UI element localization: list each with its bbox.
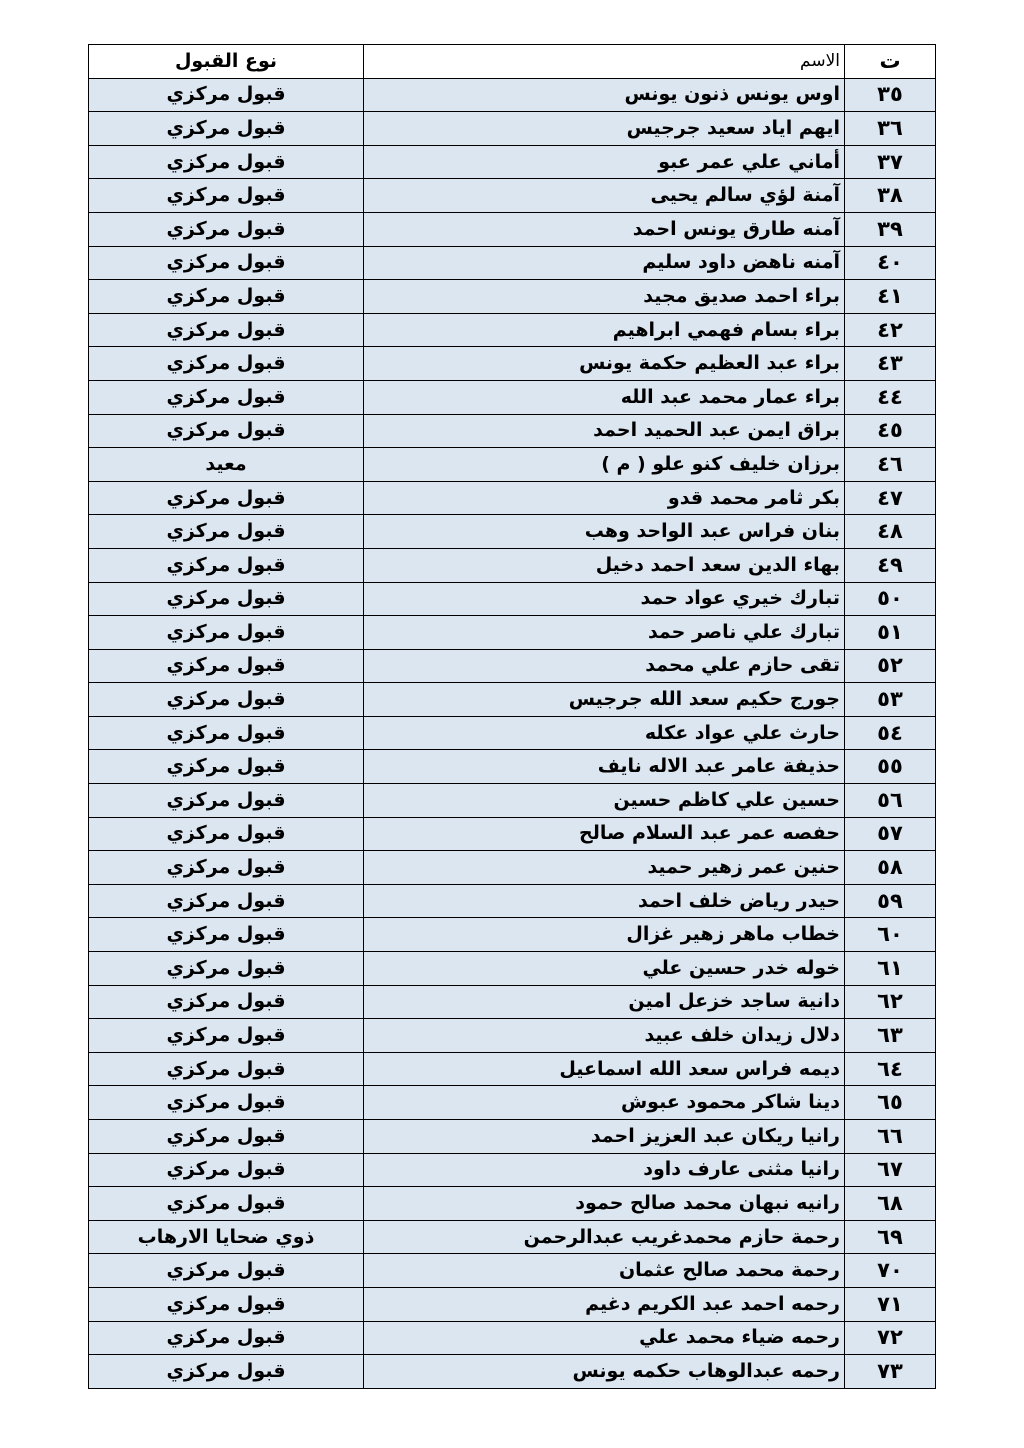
row-admission-type: قبول مركزي bbox=[89, 616, 364, 650]
row-name: براء احمد صديق مجيد bbox=[364, 280, 845, 314]
row-name: تبارك علي ناصر حمد bbox=[364, 616, 845, 650]
table-row bbox=[89, 1120, 936, 1154]
table-row bbox=[89, 985, 936, 1019]
row-number: ٧٠ bbox=[845, 1254, 936, 1288]
table-row bbox=[89, 414, 936, 448]
table-row bbox=[89, 1287, 936, 1321]
table-row bbox=[89, 515, 936, 549]
row-name: براق ايمن عبد الحميد احمد bbox=[364, 414, 845, 448]
row-admission-type: قبول مركزي bbox=[89, 1052, 364, 1086]
table-row bbox=[89, 784, 936, 818]
table-row bbox=[89, 481, 936, 515]
row-admission-type: قبول مركزي bbox=[89, 817, 364, 851]
table-row bbox=[89, 1321, 936, 1355]
table-row bbox=[89, 78, 936, 112]
row-number: ٧٣ bbox=[845, 1355, 936, 1389]
row-admission-type: قبول مركزي bbox=[89, 716, 364, 750]
table-row bbox=[89, 1019, 936, 1053]
table-row bbox=[89, 1220, 936, 1254]
admission-table bbox=[88, 44, 936, 1389]
table-row bbox=[89, 1052, 936, 1086]
row-number: ٥٦ bbox=[845, 784, 936, 818]
row-number: ٥٧ bbox=[845, 817, 936, 851]
row-number: ٥١ bbox=[845, 616, 936, 650]
row-admission-type: قبول مركزي bbox=[89, 112, 364, 146]
row-name: آمنه ناهض داود سليم bbox=[364, 246, 845, 280]
row-number: ٣٥ bbox=[845, 78, 936, 112]
table-row bbox=[89, 1187, 936, 1221]
row-name: حيدر رياض خلف احمد bbox=[364, 884, 845, 918]
row-number: ٥٣ bbox=[845, 683, 936, 717]
table-row bbox=[89, 347, 936, 381]
table-row bbox=[89, 246, 936, 280]
row-name: براء عمار محمد عبد الله bbox=[364, 380, 845, 414]
row-admission-type: قبول مركزي bbox=[89, 683, 364, 717]
row-admission-type: قبول مركزي bbox=[89, 750, 364, 784]
table-row bbox=[89, 1086, 936, 1120]
row-name: دلال زيدان خلف عبيد bbox=[364, 1019, 845, 1053]
header-name: الاسم bbox=[364, 45, 845, 79]
row-name: براء بسام فهمي ابراهيم bbox=[364, 313, 845, 347]
row-number: ٦٢ bbox=[845, 985, 936, 1019]
row-admission-type: قبول مركزي bbox=[89, 481, 364, 515]
row-name: حفصه عمر عبد السلام صالح bbox=[364, 817, 845, 851]
row-admission-type: قبول مركزي bbox=[89, 145, 364, 179]
row-number: ٤٢ bbox=[845, 313, 936, 347]
row-number: ٥٥ bbox=[845, 750, 936, 784]
row-name: أماني علي عمر عبو bbox=[364, 145, 845, 179]
row-number: ٤٤ bbox=[845, 380, 936, 414]
row-name: رحمه عبدالوهاب حكمه يونس bbox=[364, 1355, 845, 1389]
row-name: رانيا ريكان عبد العزيز احمد bbox=[364, 1120, 845, 1154]
table-row bbox=[89, 313, 936, 347]
table-row bbox=[89, 448, 936, 482]
row-admission-type: معيد bbox=[89, 448, 364, 482]
header-admission-type: نوع القبول bbox=[89, 45, 364, 79]
row-number: ٥٠ bbox=[845, 582, 936, 616]
row-number: ٣٩ bbox=[845, 212, 936, 246]
table-row bbox=[89, 1153, 936, 1187]
row-admission-type: قبول مركزي bbox=[89, 179, 364, 213]
row-admission-type: قبول مركزي bbox=[89, 280, 364, 314]
table-row bbox=[89, 380, 936, 414]
row-number: ٤٧ bbox=[845, 481, 936, 515]
row-number: ٦٧ bbox=[845, 1153, 936, 1187]
row-number: ٦٦ bbox=[845, 1120, 936, 1154]
row-admission-type: قبول مركزي bbox=[89, 1086, 364, 1120]
row-admission-type: قبول مركزي bbox=[89, 582, 364, 616]
row-name: جورج حكيم سعد الله جرجيس bbox=[364, 683, 845, 717]
table-row bbox=[89, 750, 936, 784]
row-number: ٧٢ bbox=[845, 1321, 936, 1355]
row-admission-type: قبول مركزي bbox=[89, 414, 364, 448]
row-number: ٤٩ bbox=[845, 548, 936, 582]
table-row bbox=[89, 112, 936, 146]
row-name: بهاء الدين سعد احمد دخيل bbox=[364, 548, 845, 582]
row-name: برزان خليف كنو علو ( م ) bbox=[364, 448, 845, 482]
row-number: ٣٧ bbox=[845, 145, 936, 179]
row-name: رحمه احمد عبد الكريم دغيم bbox=[364, 1287, 845, 1321]
table-row bbox=[89, 817, 936, 851]
table-row bbox=[89, 280, 936, 314]
row-admission-type: قبول مركزي bbox=[89, 851, 364, 885]
table-row bbox=[89, 145, 936, 179]
row-admission-type: قبول مركزي bbox=[89, 548, 364, 582]
row-number: ٤١ bbox=[845, 280, 936, 314]
row-number: ٥٩ bbox=[845, 884, 936, 918]
row-admission-type: ذوي ضحايا الارهاب bbox=[89, 1220, 364, 1254]
row-name: آمنة لؤي سالم يحيى bbox=[364, 179, 845, 213]
row-name: رانيا مثنى عارف داود bbox=[364, 1153, 845, 1187]
row-number: ٤٨ bbox=[845, 515, 936, 549]
row-name: بنان فراس عبد الواحد وهب bbox=[364, 515, 845, 549]
row-name: ديمه فراس سعد الله اسماعيل bbox=[364, 1052, 845, 1086]
row-name: ايهم اياد سعيد جرجيس bbox=[364, 112, 845, 146]
header-number: ت bbox=[845, 45, 936, 79]
row-name: آمنه طارق يونس احمد bbox=[364, 212, 845, 246]
row-admission-type: قبول مركزي bbox=[89, 985, 364, 1019]
row-admission-type: قبول مركزي bbox=[89, 1019, 364, 1053]
row-name: بكر ثامر محمد قدو bbox=[364, 481, 845, 515]
table-row bbox=[89, 683, 936, 717]
row-number: ٦٨ bbox=[845, 1187, 936, 1221]
table-body bbox=[89, 78, 936, 1388]
row-number: ٦١ bbox=[845, 952, 936, 986]
row-admission-type: قبول مركزي bbox=[89, 347, 364, 381]
row-admission-type: قبول مركزي bbox=[89, 246, 364, 280]
row-admission-type: قبول مركزي bbox=[89, 1287, 364, 1321]
row-admission-type: قبول مركزي bbox=[89, 515, 364, 549]
table-row bbox=[89, 716, 936, 750]
table-row bbox=[89, 649, 936, 683]
row-admission-type: قبول مركزي bbox=[89, 649, 364, 683]
row-name: دانية ساجد خزعل امين bbox=[364, 985, 845, 1019]
row-admission-type: قبول مركزي bbox=[89, 1321, 364, 1355]
row-name: حسين علي كاظم حسين bbox=[364, 784, 845, 818]
row-name: رانيه نبهان محمد صالح حمود bbox=[364, 1187, 845, 1221]
header-row bbox=[89, 45, 936, 79]
row-admission-type: قبول مركزي bbox=[89, 212, 364, 246]
row-admission-type: قبول مركزي bbox=[89, 1254, 364, 1288]
table-row bbox=[89, 1254, 936, 1288]
row-name: رحمة حازم محمدغريب عبدالرحمن bbox=[364, 1220, 845, 1254]
table-row bbox=[89, 851, 936, 885]
row-number: ٥٤ bbox=[845, 716, 936, 750]
row-name: رحمه ضياء محمد علي bbox=[364, 1321, 845, 1355]
table-row bbox=[89, 1355, 936, 1389]
row-number: ٣٨ bbox=[845, 179, 936, 213]
row-name: دينا شاكر محمود عبوش bbox=[364, 1086, 845, 1120]
table-row bbox=[89, 179, 936, 213]
table-row bbox=[89, 212, 936, 246]
row-number: ٣٦ bbox=[845, 112, 936, 146]
row-admission-type: قبول مركزي bbox=[89, 784, 364, 818]
row-number: ٤٠ bbox=[845, 246, 936, 280]
row-name: تقى حازم علي محمد bbox=[364, 649, 845, 683]
row-admission-type: قبول مركزي bbox=[89, 380, 364, 414]
table-row bbox=[89, 582, 936, 616]
row-number: ٧١ bbox=[845, 1287, 936, 1321]
table-row bbox=[89, 918, 936, 952]
row-admission-type: قبول مركزي bbox=[89, 1120, 364, 1154]
row-admission-type: قبول مركزي bbox=[89, 918, 364, 952]
row-admission-type: قبول مركزي bbox=[89, 313, 364, 347]
row-number: ٤٥ bbox=[845, 414, 936, 448]
row-name: براء عبد العظيم حكمة يونس bbox=[364, 347, 845, 381]
row-name: تبارك خيري عواد حمد bbox=[364, 582, 845, 616]
row-number: ٤٣ bbox=[845, 347, 936, 381]
row-name: حنين عمر زهير حميد bbox=[364, 851, 845, 885]
row-number: ٦٣ bbox=[845, 1019, 936, 1053]
row-number: ٦٤ bbox=[845, 1052, 936, 1086]
table-row bbox=[89, 616, 936, 650]
admission-list-sheet bbox=[94, 44, 936, 1389]
row-admission-type: قبول مركزي bbox=[89, 1153, 364, 1187]
row-name: اوس يونس ذنون يونس bbox=[364, 78, 845, 112]
row-number: ٤٦ bbox=[845, 448, 936, 482]
table-row bbox=[89, 548, 936, 582]
row-number: ٥٢ bbox=[845, 649, 936, 683]
row-number: ٦٥ bbox=[845, 1086, 936, 1120]
row-name: خطاب ماهر زهير غزال bbox=[364, 918, 845, 952]
row-number: ٥٨ bbox=[845, 851, 936, 885]
row-admission-type: قبول مركزي bbox=[89, 1187, 364, 1221]
row-number: ٦٠ bbox=[845, 918, 936, 952]
row-name: خوله خدر حسين علي bbox=[364, 952, 845, 986]
table-row bbox=[89, 884, 936, 918]
row-admission-type: قبول مركزي bbox=[89, 952, 364, 986]
row-admission-type: قبول مركزي bbox=[89, 78, 364, 112]
row-name: حذيفة عامر عبد الاله نايف bbox=[364, 750, 845, 784]
table-row bbox=[89, 952, 936, 986]
row-name: رحمة محمد صالح عثمان bbox=[364, 1254, 845, 1288]
row-admission-type: قبول مركزي bbox=[89, 884, 364, 918]
row-name: حارث علي عواد عكله bbox=[364, 716, 845, 750]
row-admission-type: قبول مركزي bbox=[89, 1355, 364, 1389]
row-number: ٦٩ bbox=[845, 1220, 936, 1254]
